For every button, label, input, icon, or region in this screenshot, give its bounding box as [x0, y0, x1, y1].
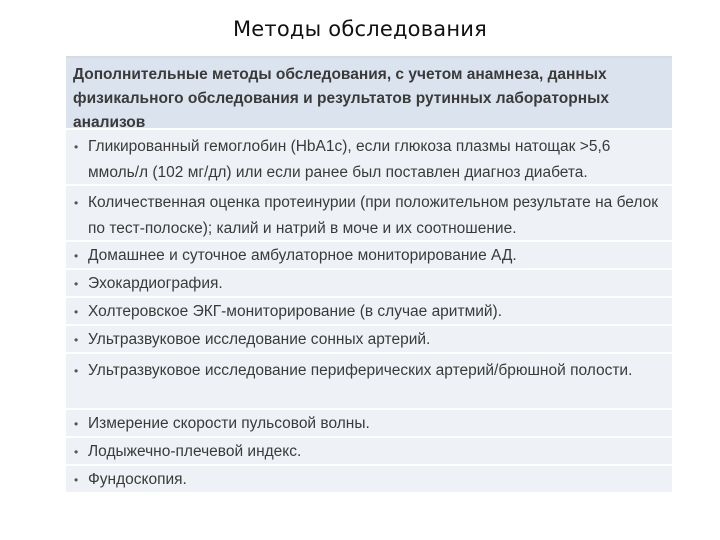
bullet-icon: •: [74, 305, 79, 319]
row-text: Ультразвуковое исследование периферических артерий/брюшной полости.: [88, 362, 633, 379]
page-title: Методы обследования: [232, 17, 487, 41]
table-row: [66, 186, 672, 242]
table-row: [66, 438, 672, 466]
row-text: Измерение скорости пульсовой волны.: [88, 415, 370, 432]
table-header: Дополнительные методы обследования, с учетом анамнеза, данных физикального обследования и результатов рутинных лабораторных анализов: [66, 58, 672, 130]
table-row: [66, 410, 672, 438]
row-text: Эхокардиография.: [88, 275, 223, 292]
bullet-icon: •: [74, 473, 79, 487]
table-row: [66, 354, 672, 410]
bullet-icon: •: [74, 445, 79, 459]
bullet-icon: •: [74, 140, 79, 154]
row-text: Фундоскопия.: [88, 471, 187, 488]
bullet-icon: •: [74, 333, 79, 347]
row-text: Холтеровское ЭКГ-мониторирование (в случае аритмий).: [88, 303, 503, 320]
bullet-icon: •: [74, 196, 79, 210]
examination-methods-table: [66, 56, 672, 494]
row-text: Гликированный гемоглобин (HbA1c), если глюкоза плазмы натощак >5,6 ммоль/л (102 мг/дл) или если ранее был поставлен диагноз диабета.: [88, 138, 611, 181]
table-row: [66, 270, 672, 298]
row-text: Количественная оценка протеинурии (при положительном результате на белок по тест-полоске); калий и натрий в моче и их соотношение.: [88, 194, 659, 237]
bullet-icon: •: [74, 249, 79, 263]
bullet-icon: •: [74, 277, 79, 291]
table-row: [66, 298, 672, 326]
row-text: Лодыжечно-плечевой индекс.: [88, 443, 302, 460]
bullet-icon: •: [74, 417, 79, 431]
table-row: [66, 130, 672, 186]
table-row: [66, 242, 672, 270]
row-text: Домашнее и суточное амбулаторное мониторирование АД.: [88, 247, 517, 264]
row-text: Ультразвуковое исследование сонных артерий.: [88, 331, 431, 348]
table-row: [66, 326, 672, 354]
bullet-icon: •: [74, 364, 79, 378]
table-row: [66, 466, 672, 494]
